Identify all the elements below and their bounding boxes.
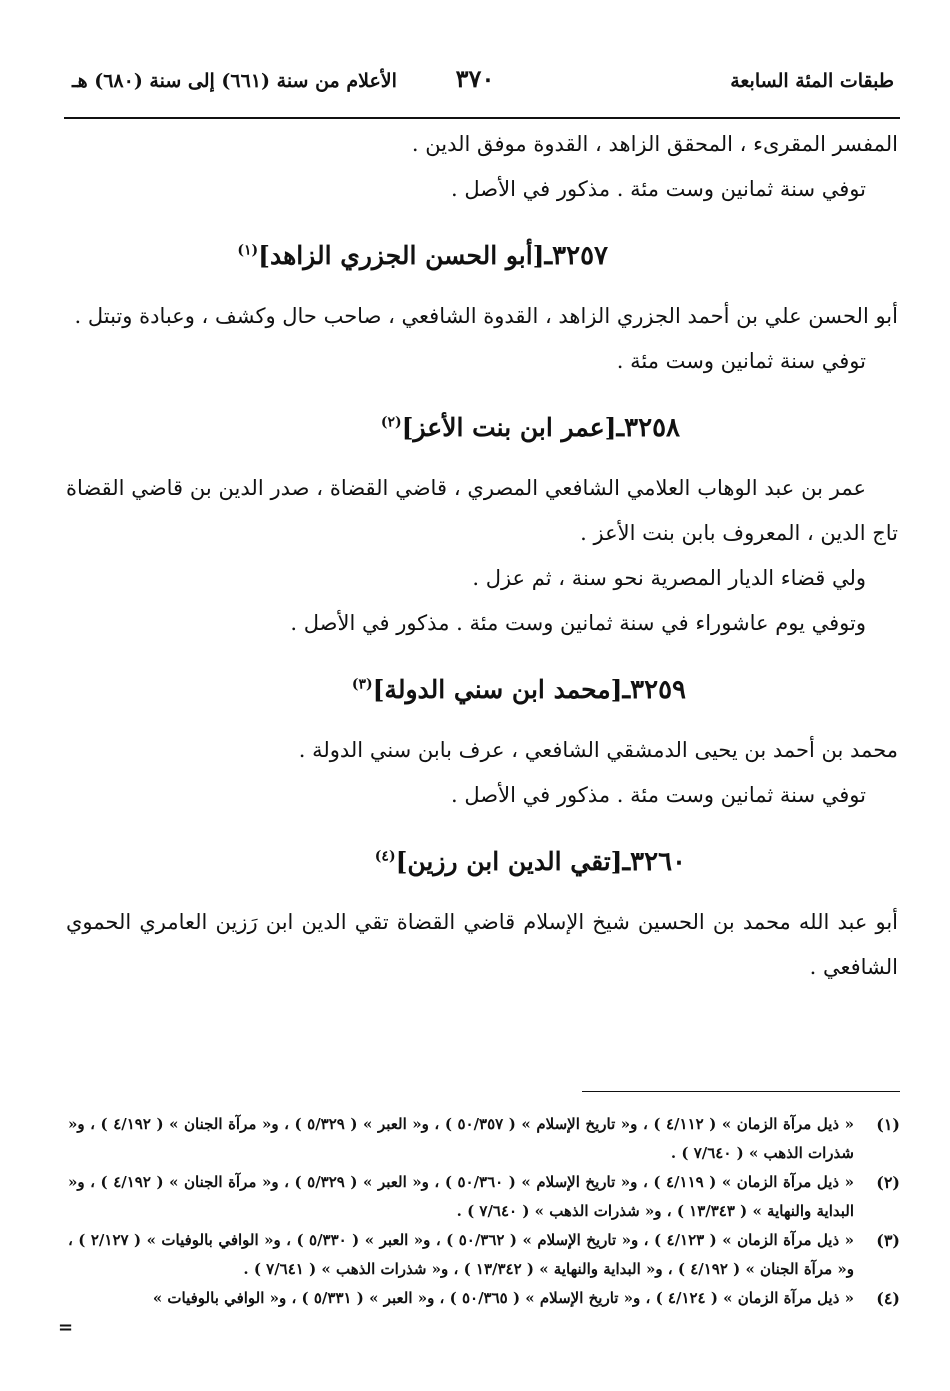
entry-paragraph: عمر بن عبد الوهاب العلامي الشافعي المصري ، قاضي القضاة ، صدر الدين بن قاضي القضاة تاج الدين ، المعروف بابن بنت الأعز . <box>66 476 898 545</box>
footnote-separator <box>582 1091 900 1092</box>
footnote-number: (٢) <box>876 1173 900 1192</box>
entry-number: ٣٢٥٩ـ <box>622 675 686 705</box>
entry-title <box>66 390 898 466</box>
footnote-ref[interactable]: (١) <box>237 242 259 259</box>
running-header-range: الأعلام من سنة (٦٦١) إلى سنة (٦٨٠) هـ <box>72 70 397 92</box>
entry-heading: [محمد ابن سني الدولة] <box>372 675 623 704</box>
continuation-mark: = <box>58 1317 74 1338</box>
header-rule <box>64 117 900 119</box>
entry-paragraph: أبو الحسن علي بن أحمد الجزري الزاهد ، القدوة الشافعي ، صاحب حال وكشف ، وعبادة وتبتل . <box>74 304 898 328</box>
footnote-ref[interactable]: (٣) <box>351 676 373 693</box>
footnote <box>68 1284 900 1313</box>
entry-number: ٣٢٦٠ـ <box>622 847 686 877</box>
entry-paragraph: وتوفي يوم عاشوراء في سنة ثمانين وست مئة . مذكور في الأصل . <box>290 611 866 635</box>
footnote <box>68 1110 900 1168</box>
footnote-text: « ذيل مرآة الزمان » ( ٤/١١٢ ) ، و« تاريخ الإسلام » ( ٥٠/٣٥٧ ) ، و« العبر » ( ٥/٣٢٩ ) ، و« مرآة الجنان » ( ٤/١٩٢ ) ، و« شذرات الذهب » ( ٧/٦٤٠ ) . <box>68 1115 854 1162</box>
entry-paragraph: ولي قضاء الديار المصرية نحو سنة ، ثم عزل . <box>472 566 866 590</box>
entry-number: ٣٢٥٨ـ <box>616 413 680 443</box>
running-header-book-section: طبقات المئة السابعة <box>730 70 894 92</box>
entry-paragraph: أبو عبد الله محمد بن الحسين شيخ الإسلام قاضي القضاة تقي الدين ابن رَزين العامري الحموي الشافعي . <box>66 910 898 979</box>
entry-number: ٣٢٥٧ـ <box>544 241 608 271</box>
footnote-text: « ذيل مرآة الزمان » ( ٤/١٢٣ ) ، و« تاريخ الإسلام » ( ٥٠/٣٦٢ ) ، و« العبر » ( ٥/٣٣٠ ) ، و« الوافي بالوفيات » ( ٢/١٢٧ ) ، و« مرآة الجنان » ( ٤/١٩٢ ) ، و« البداية والنهاية » ( ١٣/٣٤٢ ) ، و« شذرات الذهب » ( ٧/٦٤١ ) . <box>68 1231 854 1278</box>
intro-line-1: المفسر المقرىء ، المحقق الزاهد ، القدوة موفق الدين . <box>411 132 898 156</box>
footnote <box>68 1168 900 1226</box>
entry-title <box>66 824 898 900</box>
main-text <box>66 122 898 990</box>
entry-heading: [عمر ابن بنت الأعز] <box>401 413 617 442</box>
entry-heading: [تقي الدين ابن رزين] <box>395 847 623 876</box>
footnote-number: (٤) <box>876 1289 900 1308</box>
footnote-number: (١) <box>876 1115 900 1134</box>
footnotes <box>68 1110 900 1313</box>
entry-title <box>66 652 898 728</box>
footnote-text: « ذيل مرآة الزمان » ( ٤/١١٩ ) ، و« تاريخ الإسلام » ( ٥٠/٣٦٠ ) ، و« العبر » ( ٥/٣٢٩ ) ، و« مرآة الجنان » ( ٤/١٩٢ ) ، و« البداية والنهاية » ( ١٣/٣٤٣ ) ، و« شذرات الذهب » ( ٧/٦٤٠ ) . <box>68 1173 854 1220</box>
footnote-text: « ذيل مرآة الزمان » ( ٤/١٢٤ ) ، و« تاريخ الإسلام » ( ٥٠/٣٦٥ ) ، و« العبر » ( ٥/٣٣١ ) ، و« الوافي بالوفيات » <box>152 1289 854 1307</box>
footnote-number: (٣) <box>876 1231 900 1250</box>
entry-title <box>66 218 898 294</box>
footnote-ref[interactable]: (٤) <box>374 848 396 865</box>
footnote <box>68 1226 900 1284</box>
page-number: ٣٧٠ <box>455 64 495 93</box>
intro-line-2: توفي سنة ثمانين وست مئة . مذكور في الأصل . <box>451 177 866 201</box>
footnote-ref[interactable]: (٢) <box>380 414 402 431</box>
entry-heading: [أبو الحسن الجزري الزاهد] <box>258 241 545 270</box>
entry-paragraph: توفي سنة ثمانين وست مئة . مذكور في الأصل . <box>451 783 866 807</box>
entry-paragraph: محمد بن أحمد بن يحيى الدمشقي الشافعي ، عرف بابن سني الدولة . <box>298 738 898 762</box>
entry-paragraph: توفي سنة ثمانين وست مئة . <box>616 349 866 373</box>
